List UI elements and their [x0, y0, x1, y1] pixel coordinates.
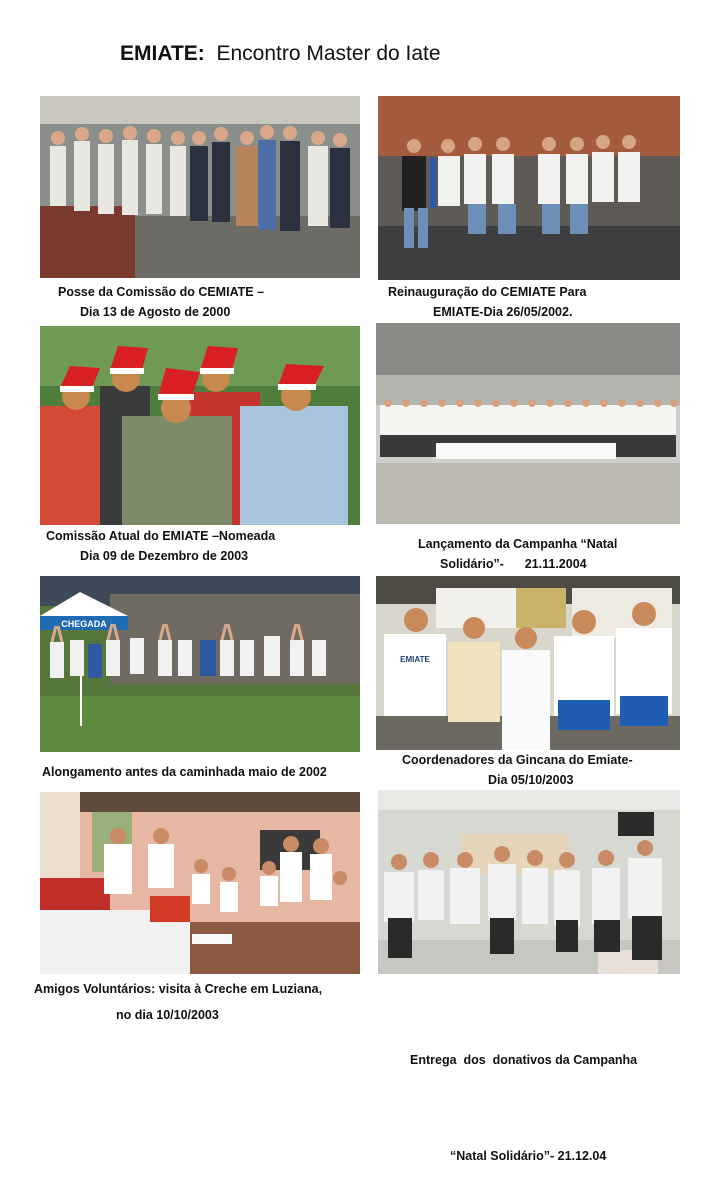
caption-line: Solidário”- 21.11.2004	[440, 557, 587, 571]
photo-posse-comissao	[40, 96, 360, 278]
caption-line: Lançamento da Campanha “Natal	[418, 537, 618, 551]
caption-line: Dia 05/10/2003	[488, 773, 574, 787]
caption-line: Amigos Voluntários: visita à Creche em Luziana,	[34, 982, 323, 996]
photo-alongamento	[40, 576, 360, 752]
caption-line: “Natal Solidário”- 21.12.04	[450, 1149, 607, 1163]
caption-line: Dia 09 de Dezembro de 2003	[80, 549, 249, 563]
emiate-shirt-text: EMIATE	[400, 655, 430, 664]
caption-line: no dia 10/10/2003	[116, 1008, 219, 1022]
photo-creche-luziana	[40, 792, 360, 974]
photo-comissao-atual	[40, 326, 360, 525]
photo-entrega-donativos	[378, 790, 680, 974]
caption-coordenadores-gincana	[402, 750, 633, 790]
caption-comissao-atual	[46, 526, 275, 566]
caption-line: Coordenadores da Gincana do Emiate-	[402, 753, 633, 767]
caption-line: EMIATE-Dia 26/05/2002.	[433, 305, 573, 319]
caption-alongamento	[42, 762, 327, 782]
caption-reinauguracao	[388, 282, 586, 322]
caption-lancamento-campanha	[418, 534, 617, 574]
caption-entrega-donativos	[410, 980, 637, 1204]
caption-line: Dia 13 de Agosto de 2000	[80, 305, 231, 319]
caption-line: Alongamento antes da caminhada maio de 2002	[42, 765, 327, 779]
page-title-bold: EMIATE:	[120, 42, 205, 65]
photo-lancamento-campanha	[376, 323, 680, 524]
caption-creche-luziana	[34, 976, 322, 1028]
caption-line: Reinauguração do CEMIATE Para	[388, 285, 587, 299]
caption-line: Entrega dos donativos da Campanha	[410, 1053, 638, 1067]
photo-coordenadores-gincana	[376, 576, 680, 750]
page-title-rest: Encontro Master do Iate	[216, 42, 441, 65]
page-title	[120, 42, 441, 66]
photo-reinauguracao	[378, 96, 680, 280]
chegada-sign-text: CHEGADA	[61, 619, 107, 629]
caption-line: Comissão Atual do EMIATE –Nomeada	[46, 529, 276, 543]
caption-posse-comissao	[58, 282, 264, 322]
caption-line: Posse da Comissão do CEMIATE –	[58, 285, 265, 299]
